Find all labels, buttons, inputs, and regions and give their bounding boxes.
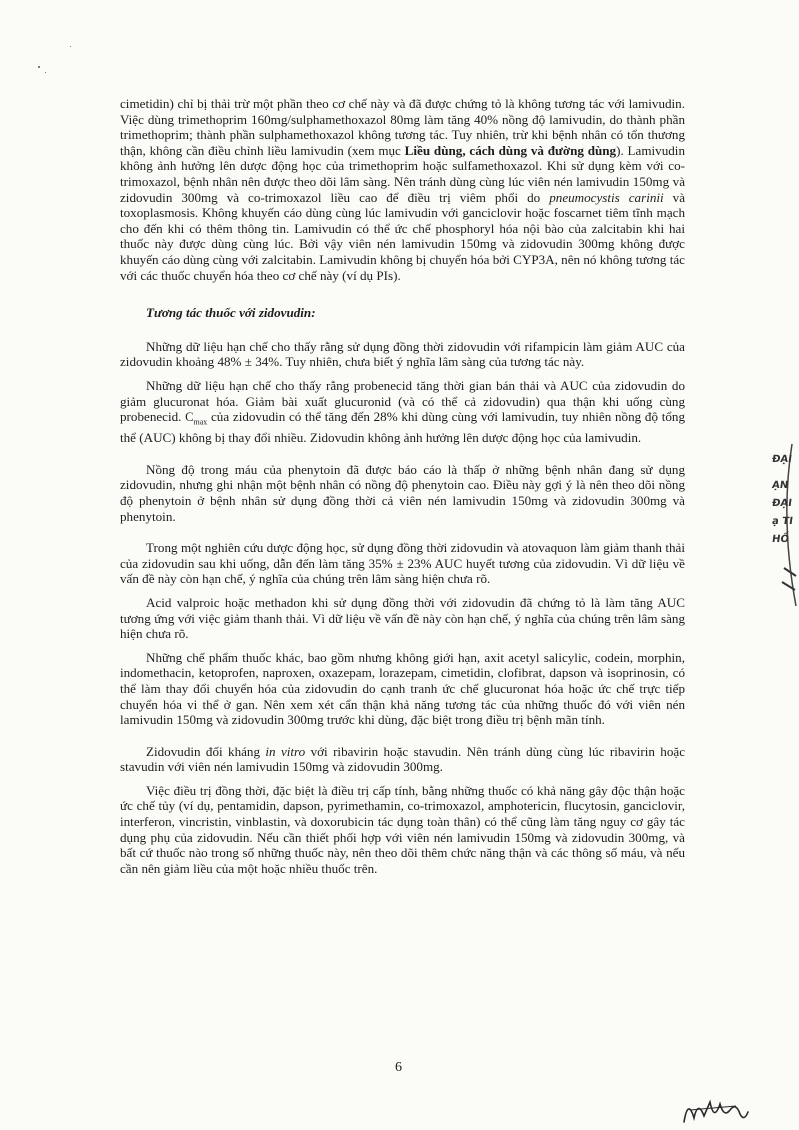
italic-term: pneumocystis carinii [549, 189, 664, 205]
italic-term: in vitro [265, 743, 306, 759]
text-run: với ribavirin hoặc stavudin. Nên tránh dùng cùng lúc ribavirin hoặc stavudin với viên nén lamivudin 150mg và zidovudin 300mg. [120, 743, 686, 775]
paragraph-ribavirin [120, 744, 685, 775]
text-run: ). Lamivudin không ảnh hưởng lên dược động học của trimethoprim hoặc sulfamethoxazol. Khi sử dụng kèm với co-trimoxazol, bệnh nhân nên được theo dõi lâm sàng. Nên tránh dùng cùng lúc viên nén lamivudin 150mg và zidovudin 300mg và co-trimoxazol liều cao để điều trị viêm phổi do [120, 142, 685, 205]
paragraph-valproic: Acid valproic hoặc methadon khi sử dụng đồng thời với zidovudin đã chứng tỏ là làm tăng AUC tương ứng với việc giảm thanh thải. Vì dữ liệu về vấn đề này còn hạn chế, ý nghĩa của chúng trên lâm sàng hiện chưa rõ. [120, 594, 685, 642]
stamp-fragment: HỐ [771, 534, 790, 545]
document-body [120, 96, 685, 876]
paragraph-other-drugs: Những chế phẩm thuốc khác, bao gồm nhưng không giới hạn, axit acetyl salicylic, codein, morphin, indomethacin, ketoprofen, naproxen, oxazepam, lorazepam, cimetidin, clofibrat, dapson và isoprinosin, có thể làm thay đổi chuyển hóa của zidovudin do cạnh tranh ức chế glucuronat hóa hoặc ức chế trực tiếp chuyển hóa vi thể ở gan. Nên xem xét cẩn thận khả năng tương tác của những thuốc đó với viên nén lamivudin 150mg và zidovudin 300mg trước khi dùng, đặc biệt trong điều trị bệnh mãn tính. [120, 649, 685, 728]
paragraph-probenecid [120, 378, 685, 446]
paragraph-rifampicin: Những dữ liệu hạn chế cho thấy rằng sử dụng đồng thời zidovudin với rifampicin làm giảm AUC của zidovudin khoảng 48% ± 34%. Tuy nhiên, chưa biết ý nghĩa lâm sàng của tương tác này. [120, 338, 685, 370]
handwritten-signature [680, 1088, 750, 1128]
text-run: của zidovudin có thể tăng đến 28% khi dùng cùng với lamivudin, tuy nhiên nồng độ tổng thể (AUC) không bị thay đổi nhiều. Zidovudin không ảnh hưởng lên dược động học của lamivudin. [120, 409, 685, 446]
text-run: và toxoplasmosis. Không khuyến cáo dùng cùng lúc lamivudin với ganciclovir hoặc foscarnet tiêm tĩnh mạch cho đến khi có thêm thông tin. Lamivudin có thể ức chế phosphoryl hóa nội bào của zalcitabin khi hai thuốc này được dùng cùng lúc. Bởi vậy viên nén lamivudin 150mg và zidovudin 300mg không được khuyến cáo dùng cùng với zalcitabin. Lamivudin không bị chuyển hóa bởi CYP3A, nên nó không tương tác với các thuốc chuyển hóa theo cơ chế này (ví dụ PIs). [120, 189, 686, 283]
scan-speck [45, 72, 46, 73]
stamp-fragment: ĐẠI [771, 498, 793, 509]
page-number: 6 [395, 1060, 402, 1075]
text-run: Zidovudin đối kháng [146, 743, 266, 759]
scan-speck [38, 66, 40, 68]
cmax-subscript: max [193, 417, 208, 427]
cmax-symbol [185, 410, 208, 427]
section-subheading: Tương tác thuốc với zidovudin: [146, 305, 316, 321]
bold-reference: Liều dùng, cách dùng và đường dùng [404, 142, 617, 158]
stamp-fragment: ạ TI [771, 516, 794, 527]
stamp-fragment: ĐẠI [771, 454, 793, 465]
paragraph-cimetidin [120, 96, 685, 283]
text-run: cimetidin) chỉ bị thải trừ một phần theo cơ chế này và đã được chứng tỏ là không tương tác với lamivudin. Việc dùng trimethoprim 160mg/sulphamethoxazol 80mg làm tăng 40% nồng độ lamivudin, do thành phần trimethoprim; thành phần sulphamethoxazol không tương tác. Tuy nhiên, trừ khi bệnh nhân có tổn thương thận, không cần điều chỉnh liều lamivudin (xem mục [120, 96, 685, 158]
stamp-fragment: ẠN [771, 480, 789, 491]
partial-stamp [762, 440, 799, 610]
paragraph-phenytoin: Nồng độ trong máu của phenytoin đã được báo cáo là thấp ở những bệnh nhân đang sử dụng zidovudin, nhưng ghi nhận một bệnh nhân có nồng độ phenytoin cao. Điều này gợi ý là nên theo dõi nồng độ phenytoin ở bệnh nhân sử dụng đồng thời cả viên nén lamivudin 150mg và zidovudin 300mg và phenytoin. [120, 461, 685, 524]
paragraph-atovaquon: Trong một nghiên cứu dược động học, sử dụng đồng thời zidovudin và atovaquon làm giảm thanh thải của zidovudin sau khi uống, dẫn đến làm tăng 35% ± 23% AUC huyết tương của zidovudin. Vì dữ liệu về vấn đề này còn hạn chế, ý nghĩa của chúng trên lâm sàng hiện chưa rõ. [120, 540, 685, 587]
cmax-letter: C [185, 410, 194, 425]
scan-speck [70, 46, 71, 47]
paragraph-concurrent-therapy: Việc điều trị đồng thời, đặc biệt là điều trị cấp tính, bằng những thuốc có khả năng gây độc thận hoặc ức chế tủy (ví dụ, pentamidin, dapson, pyrimethamin, co-trimoxazol, amphotericin, flucytosin, ganciclovir, interferon, vincristin, vinblastin, và doxorubicin tác dụng toàn thân) có thể cũng làm tăng nguy cơ gây tác dụng phụ của zidovudin. Nếu cần thiết phối hợp với viên nén lamivudin 150mg và zidovudin 300mg, và bất cứ thuốc nào trong số những thuốc này, nên theo dõi thêm chức năng thận và các thông số máu, và nếu cần nên giảm liều của một hoặc nhiều thuốc trên. [120, 782, 685, 876]
text-run: Những dữ liệu hạn chế cho thấy rằng probenecid tăng thời gian bán thải và AUC của zidovudin do giảm glucuronat hóa. Giảm bài xuất glucuronid (và có thể cả zidovudin) qua thận khi uống cùng probenecid. [120, 377, 685, 425]
